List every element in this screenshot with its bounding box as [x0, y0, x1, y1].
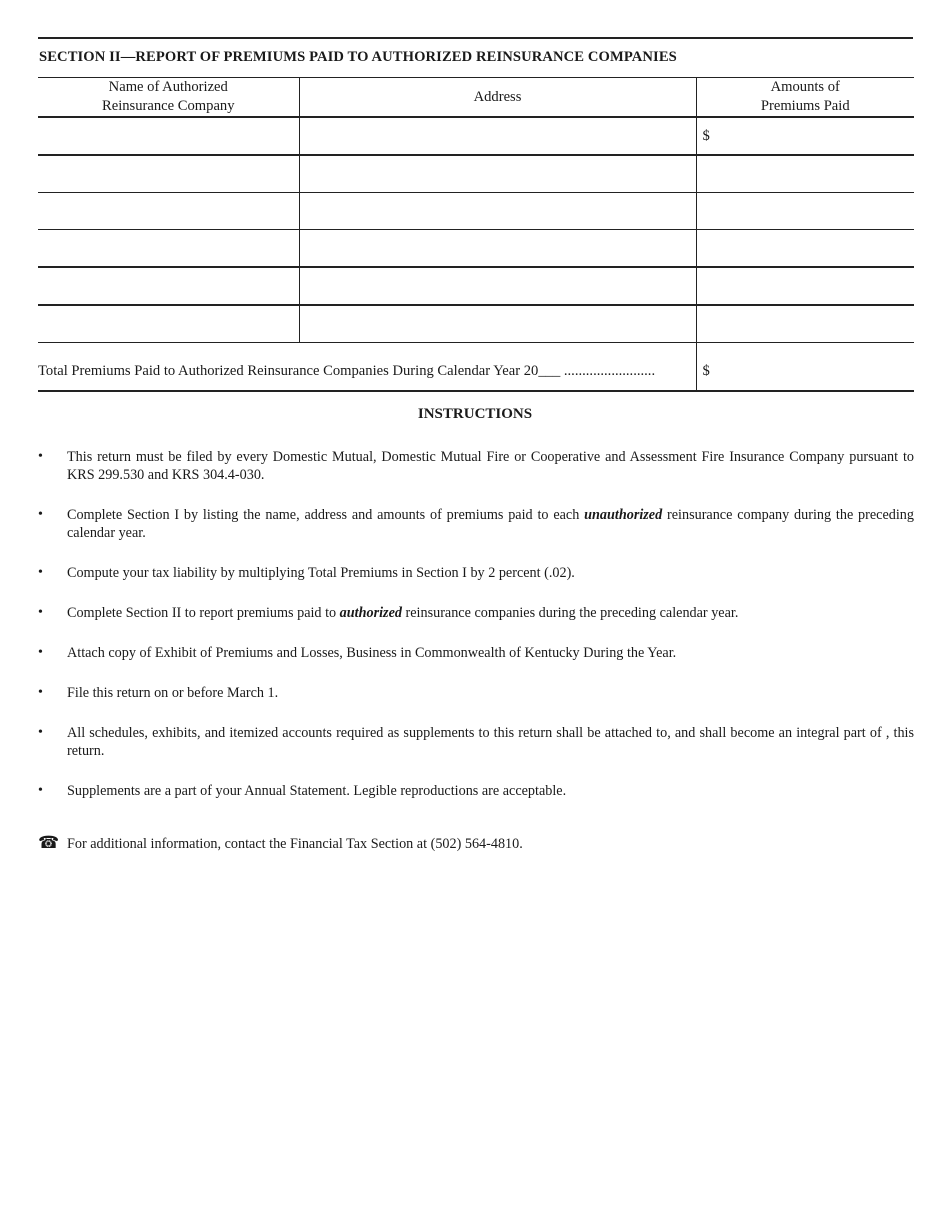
address-cell[interactable]	[299, 117, 696, 155]
bullet-icon: •	[38, 449, 43, 464]
header-company-name: Name of Authorized Reinsurance Company	[38, 78, 299, 118]
bullet-icon: •	[38, 725, 43, 740]
header-address: Address	[299, 78, 696, 118]
total-currency-symbol: $	[702, 363, 710, 379]
total-row	[38, 343, 914, 392]
bullet-icon: •	[38, 605, 43, 620]
instruction-item: • Complete Section II to report premiums paid to authorized reinsurance companies during the preceding calendar year.	[38, 605, 739, 621]
company-name-cell[interactable]	[38, 230, 299, 268]
address-cell[interactable]	[299, 193, 696, 230]
company-name-cell[interactable]	[38, 267, 299, 305]
contact-text: For additional information, contact the Financial Tax Section at (502) 564-4810.	[67, 836, 523, 852]
instruction-item: • File this return on or before March 1.	[38, 685, 279, 701]
amount-cell[interactable]	[696, 117, 914, 155]
address-cell[interactable]	[299, 305, 696, 343]
address-cell[interactable]	[299, 230, 696, 268]
bullet-icon: •	[38, 783, 43, 798]
table-row	[38, 155, 914, 193]
table-row	[38, 117, 914, 155]
amount-cell[interactable]	[696, 230, 914, 268]
instruction-item: • Attach copy of Exhibit of Premiums and Losses, Business in Commonwealth of Kentucky During the Year.	[38, 645, 677, 661]
emphasis-authorized: authorized	[339, 605, 402, 621]
table-row	[38, 305, 914, 343]
company-name-cell[interactable]	[38, 155, 299, 193]
amount-cell[interactable]	[696, 267, 914, 305]
instructions-list	[38, 448, 914, 800]
instruction-item: • Compute your tax liability by multiplying Total Premiums in Section I by 2 percent (.02).	[38, 565, 575, 581]
amount-cell[interactable]	[696, 155, 914, 193]
total-label: Total Premiums Paid to Authorized Reinsurance Companies During Calendar Year 20___ .........................	[38, 343, 696, 392]
instruction-item: • Complete Section I by listing the name, address and amounts of premiums paid to each unauthorized reinsurance company during the preceding calendar year.	[38, 507, 914, 541]
telephone-icon: ☎	[38, 833, 60, 852]
address-cell[interactable]	[299, 155, 696, 193]
amount-cell[interactable]	[696, 305, 914, 343]
currency-symbol: $	[702, 127, 710, 144]
bullet-icon: •	[38, 645, 43, 660]
header-amount: Amounts of Premiums Paid	[696, 78, 914, 118]
address-cell[interactable]	[299, 267, 696, 305]
emphasis-unauthorized: unauthorized	[584, 507, 663, 523]
bullet-icon: •	[38, 565, 43, 580]
bullet-icon: •	[38, 507, 43, 522]
section-title: SECTION II—REPORT OF PREMIUMS PAID TO AUTHORIZED REINSURANCE COMPANIES	[39, 49, 677, 65]
contact-info	[38, 835, 914, 853]
company-name-cell[interactable]	[38, 305, 299, 343]
instruction-item: • Supplements are a part of your Annual Statement. Legible reproductions are acceptable.	[38, 783, 567, 799]
company-name-cell[interactable]	[38, 193, 299, 230]
top-rule	[38, 37, 913, 39]
company-name-cell[interactable]	[38, 117, 299, 155]
instruction-item: • This return must be filed by every Domestic Mutual, Domestic Mutual Fire or Cooperative and Assessment Fire Insurance Company pursuant to KRS 299.530 and KRS 304.4-030.	[38, 449, 914, 483]
amount-cell[interactable]	[696, 193, 914, 230]
bullet-icon: •	[38, 685, 43, 700]
premiums-table	[38, 77, 914, 392]
instructions-title: INSTRUCTIONS	[417, 406, 533, 422]
table-row	[38, 193, 914, 230]
total-amount-cell[interactable]	[696, 343, 914, 392]
instruction-item: • All schedules, exhibits, and itemized accounts required as supplements to this return shall be attached to, and shall become an integral part of , this return.	[38, 725, 914, 759]
table-row	[38, 267, 914, 305]
table-row	[38, 230, 914, 268]
